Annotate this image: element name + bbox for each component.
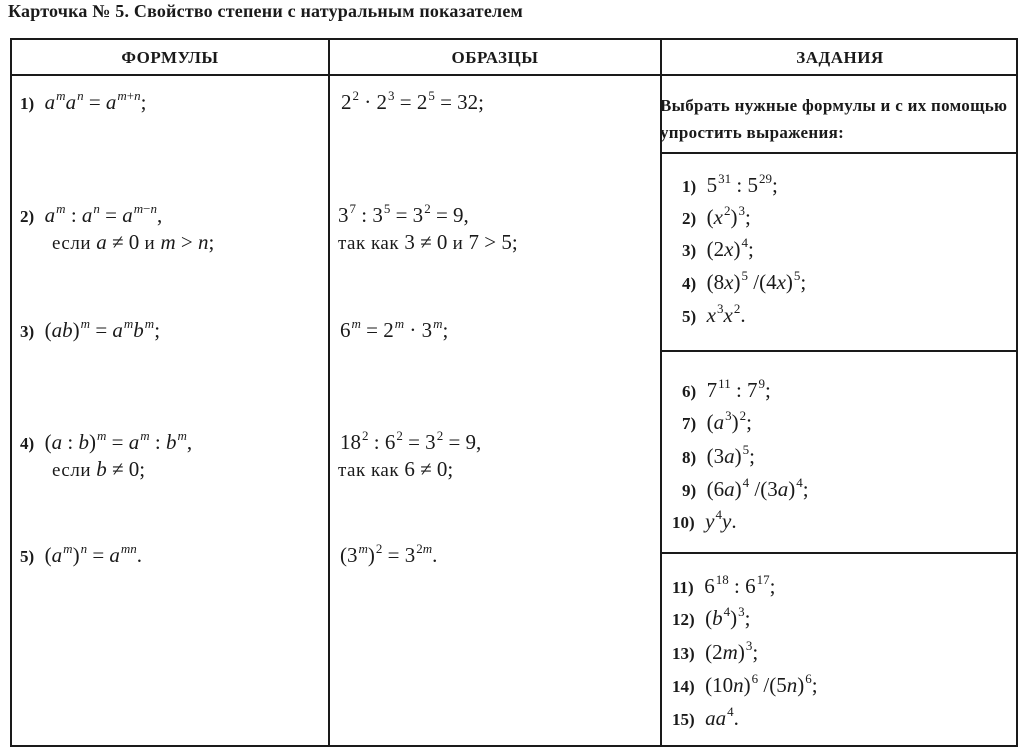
sample-4: $18^2$ : $6^2 = 3^2 = 9$, (340, 428, 482, 454)
task-12: 12) $(b^4)^3$; (672, 604, 751, 630)
task-15: 15) $aa^4$. (672, 704, 739, 730)
task-14: 14) $(10n)^6$ $/(5n)^6$; (672, 671, 818, 697)
formula-4-condition: если b ≠ 0; (52, 457, 146, 481)
formula-2: 2) $a^m$ : $a^n = a^{m-n}$, (20, 201, 163, 227)
formula-5: 5) $(a^m)^n = a^{mn}$. (20, 541, 143, 567)
task-7: 7) $(a^3)^2$; (682, 408, 753, 434)
sample-1: $2^2 \cdot 2^3 = 2^5 = 32$; (341, 88, 485, 114)
task-3: 3) $(2x)^4$; (682, 235, 754, 261)
task-11: 11) $6^{18}$ : $6^{17}$; (672, 572, 776, 598)
task-13: 13) $(2m)^3$; (672, 638, 759, 664)
tasks-divider-1 (660, 152, 1016, 154)
header-divider (12, 74, 1016, 76)
formula-2-condition: если a ≠ 0 и m > n; (52, 230, 215, 254)
sample-2-condition: так как 3 ≠ 0 и 7 > 5; (338, 230, 518, 254)
task-5: 5) $x^3x^2$. (682, 301, 746, 327)
task-9: 9) $(6a)^4$ $/(3a)^4$; (682, 475, 809, 501)
sample-4-condition: так как 6 ≠ 0; (338, 457, 454, 481)
task-2: 2) $(x^2)^3$; (682, 203, 751, 229)
formula-1: 1) $a^ma^n = a^{m+n}$; (20, 88, 147, 114)
sample-3: $6^m = 2^m \cdot 3^m$; (340, 316, 449, 342)
header-tasks: ЗАДАНИЯ (796, 48, 884, 67)
task-8: 8) $(3a)^5$; (682, 442, 756, 468)
tasks-divider-3 (660, 552, 1016, 554)
task-4: 4) $(8x)^5$ $/(4x)^5$; (682, 268, 807, 294)
task-6: 6) $7^{11}$ : $7^9$; (682, 376, 771, 402)
card-title: Карточка № 5. Свойство степени с натуральным показателем (8, 1, 523, 21)
task-1: 1) $5^{31}$ : $5^{29}$; (682, 171, 778, 197)
task-10: 10) $y^4y$. (672, 507, 737, 533)
formula-4: 4) (a : $b)^m = a^m$ : $b^m$, (20, 428, 193, 454)
tasks-divider-2 (660, 350, 1016, 352)
formula-3: 3) $(ab)^m = a^mb^m$; (20, 316, 161, 342)
sample-2: $3^7$ : $3^5 = 3^2 = 9$, (338, 201, 469, 227)
sample-5: $(3^m)^2 = 3^{2m}$. (340, 541, 438, 567)
header-samples: ОБРАЗЦЫ (451, 48, 539, 67)
column-divider-1 (328, 40, 330, 745)
header-formulas: ФОРМУЛЫ (121, 48, 219, 67)
tasks-intro: Выбрать нужные формулы и с их помощью упростить выражения: (660, 96, 1008, 142)
